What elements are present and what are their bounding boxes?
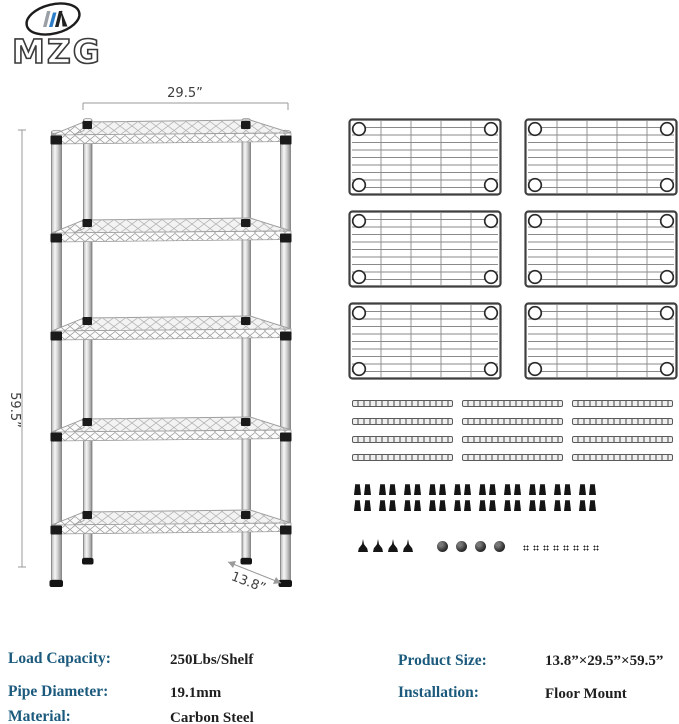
shelf-tier — [51, 510, 292, 535]
shelf-clip — [414, 500, 421, 511]
shelf-clip — [364, 484, 371, 495]
shelf-clip — [479, 500, 486, 511]
foot-cap — [494, 541, 505, 552]
wire-shelf-panel — [348, 118, 502, 196]
front-left-foot — [50, 580, 64, 587]
shelf-clip — [454, 500, 461, 511]
width-dimension-label: 29.5” — [167, 86, 203, 101]
shelf-clip — [504, 500, 511, 511]
shelf-clip — [589, 484, 596, 495]
foot-cap — [456, 541, 467, 552]
shelf-clip — [489, 500, 496, 511]
pole-segment — [352, 436, 453, 443]
shelf-unit-diagram — [0, 70, 335, 630]
spec-label-product-size: Product Size: — [398, 652, 487, 669]
height-dimension-label: 59.5” — [7, 392, 22, 428]
shelf-clip — [439, 484, 446, 495]
shelf-clip — [514, 500, 521, 511]
shelf-clip — [564, 484, 571, 495]
spec-value-installation: Floor Mount — [545, 686, 627, 702]
spec-value-material: Carbon Steel — [170, 710, 254, 724]
wire-shelf-panel — [524, 118, 678, 196]
spec-value-load-capacity: 250Lbs/Shelf — [170, 652, 254, 668]
shelf-clip — [414, 484, 421, 495]
shelf-clip — [404, 500, 411, 511]
shelf-clip — [439, 500, 446, 511]
shelf-clip — [579, 484, 586, 495]
brand-logo — [4, 0, 114, 72]
back-left-foot — [82, 558, 94, 565]
shelf-clip — [514, 484, 521, 495]
shelf-clip — [354, 484, 361, 495]
screw — [563, 545, 569, 551]
shelf-clip — [539, 500, 546, 511]
pole-segment — [572, 454, 673, 461]
foot-cap — [475, 541, 486, 552]
pole-segment — [462, 454, 563, 461]
dimension-height-line — [18, 130, 26, 567]
spec-label-load-capacity: Load Capacity: — [8, 650, 111, 667]
shelf-clip — [529, 500, 536, 511]
logo-text: MZG — [12, 32, 102, 71]
parts-screws — [523, 545, 599, 551]
shelf-clip — [364, 500, 371, 511]
screw — [523, 545, 529, 551]
wire-shelf-panel — [348, 210, 502, 288]
shelf-clip — [389, 500, 396, 511]
leveling-foot — [373, 539, 383, 552]
spec-label-pipe-diameter: Pipe Diameter: — [8, 683, 109, 700]
shelf-clip — [564, 500, 571, 511]
shelf-tier — [51, 120, 292, 145]
shelf-clip — [579, 500, 586, 511]
pole-segment — [352, 400, 453, 407]
pole-segment — [352, 454, 453, 461]
wire-shelf-panel — [348, 302, 502, 380]
spec-label-installation: Installation: — [398, 684, 479, 701]
shelf-clip — [504, 484, 511, 495]
wire-shelf-panel — [524, 210, 678, 288]
shelf-clip — [489, 484, 496, 495]
screw — [553, 545, 559, 551]
wire-shelf-panel — [524, 302, 678, 380]
leveling-foot — [358, 539, 368, 552]
screw — [543, 545, 549, 551]
parts-shelf-clips — [354, 484, 606, 511]
pole-segment — [462, 400, 563, 407]
shelf-clip — [464, 484, 471, 495]
spec-value-product-size: 13.8”×29.5”×59.5” — [545, 653, 664, 669]
shelf-clip — [464, 500, 471, 511]
screw — [573, 545, 579, 551]
pole-segment — [462, 436, 563, 443]
spec-value-pipe-diameter: 19.1mm — [170, 685, 222, 701]
shelf-clip — [479, 484, 486, 495]
shelf-clip — [389, 484, 396, 495]
front-right-foot — [279, 580, 293, 587]
shelf-clip — [589, 500, 596, 511]
shelf-clip — [379, 500, 386, 511]
shelf-clip — [529, 484, 536, 495]
leveling-foot — [388, 539, 398, 552]
screw — [533, 545, 539, 551]
parts-foot-caps — [437, 541, 505, 552]
back-right-foot — [241, 558, 253, 565]
shelf-clip — [554, 500, 561, 511]
dimension-width-line — [83, 103, 288, 110]
parts-pole-segments — [352, 400, 673, 461]
shelf-clip — [404, 484, 411, 495]
screw — [583, 545, 589, 551]
pole-segment — [572, 418, 673, 425]
shelf-tier — [51, 218, 292, 243]
parts-shelf-panels — [348, 118, 678, 380]
shelf-clip — [539, 484, 546, 495]
shelf-clip — [554, 484, 561, 495]
depth-dimension-label: 13.8” — [228, 569, 268, 597]
pole-segment — [572, 436, 673, 443]
shelf-clip — [429, 484, 436, 495]
pole-segment — [462, 418, 563, 425]
shelf-clip — [354, 500, 361, 511]
spec-label-material: Material: — [8, 708, 71, 724]
foot-cap — [437, 541, 448, 552]
pole-segment — [352, 418, 453, 425]
parts-leveling-feet — [358, 539, 413, 552]
screw — [593, 545, 599, 551]
shelf-tier — [51, 417, 292, 442]
leveling-foot — [403, 539, 413, 552]
shelf-clip — [379, 484, 386, 495]
pole-segment — [572, 400, 673, 407]
shelf-tier — [51, 316, 292, 341]
shelf-clip — [454, 484, 461, 495]
shelf-clip — [429, 500, 436, 511]
